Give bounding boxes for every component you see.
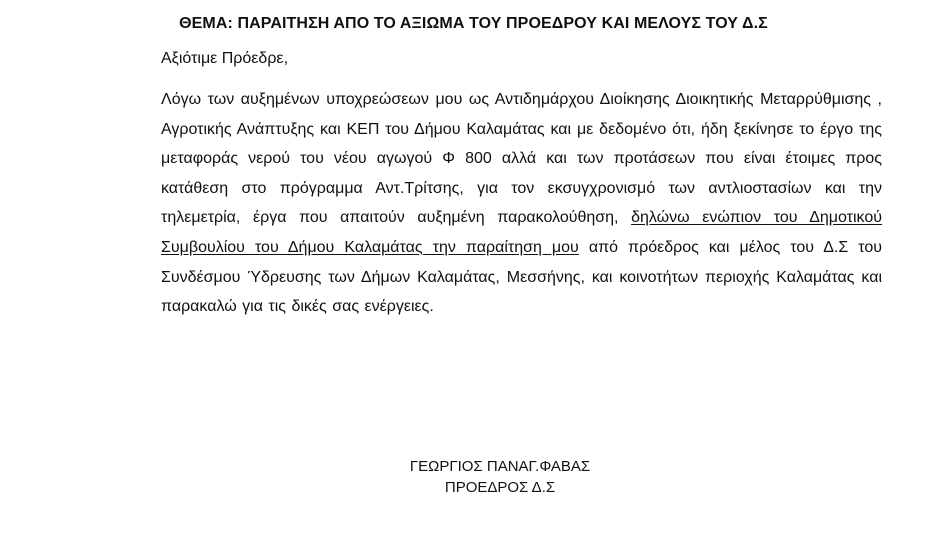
signature-role: ΠΡΟΕΔΡΟΣ Δ.Σ (444, 479, 556, 496)
body-paragraph (161, 85, 882, 322)
salutation: Αξιότιμε Πρόεδρε, (161, 50, 289, 67)
document-title: ΘΕΜΑ: ΠΑΡΑΙΤΗΣΗ ΑΠΟ ΤΟ ΑΞΙΩΜΑ ΤΟΥ ΠΡΟΕΔΡΟΥ ΚΑΙ ΜΕΛΟΥΣ ΤΟΥ Δ.Σ (179, 15, 768, 32)
signature-block (380, 456, 620, 498)
signature-name: ΓΕΩΡΓΙΟΣ ΠΑΝΑΓ.ΦΑΒΑΣ (409, 458, 591, 475)
body-text-part-1: Λόγω των αυξημένων υποχρεώσεων μου ως Αντιδημάρχου Διοίκησης Διοικητικής Μεταρρύθμισης , Αγροτικής Ανάπτυξης και ΚΕΠ του Δήμου Καλαμάτας και με δεδομένο ότι, ήδη ξεκίνησε το έργο της μεταφοράς νερού του νέου αγωγού Φ 800 αλλά και των προτάσεων που είναι έτοιμες προς κατάθεση στο πρόγραμμα Αντ.Τρίτσης, για τον εκσυγχρονισμό των αντλιοστασίων και την τηλεμετρία, έργα που απαιτούν αυξημένη παρακολούθηση, (161, 91, 882, 227)
body-text-underlined: δηλώνω ενώπιον του Δημοτικού Συμβουλίου του Δήμου Καλαμάτας την παραίτηση μου (161, 209, 882, 256)
body-text-part-2: από πρόεδρος και μέλος του Δ.Σ του Συνδέσμου Ύδρευσης των Δήμων Καλαμάτας, Μεσσήνης, και κοινοτήτων περιοχής Καλαμάτας και παρακαλώ για τις δικές σας ενέργειες. (161, 238, 883, 316)
